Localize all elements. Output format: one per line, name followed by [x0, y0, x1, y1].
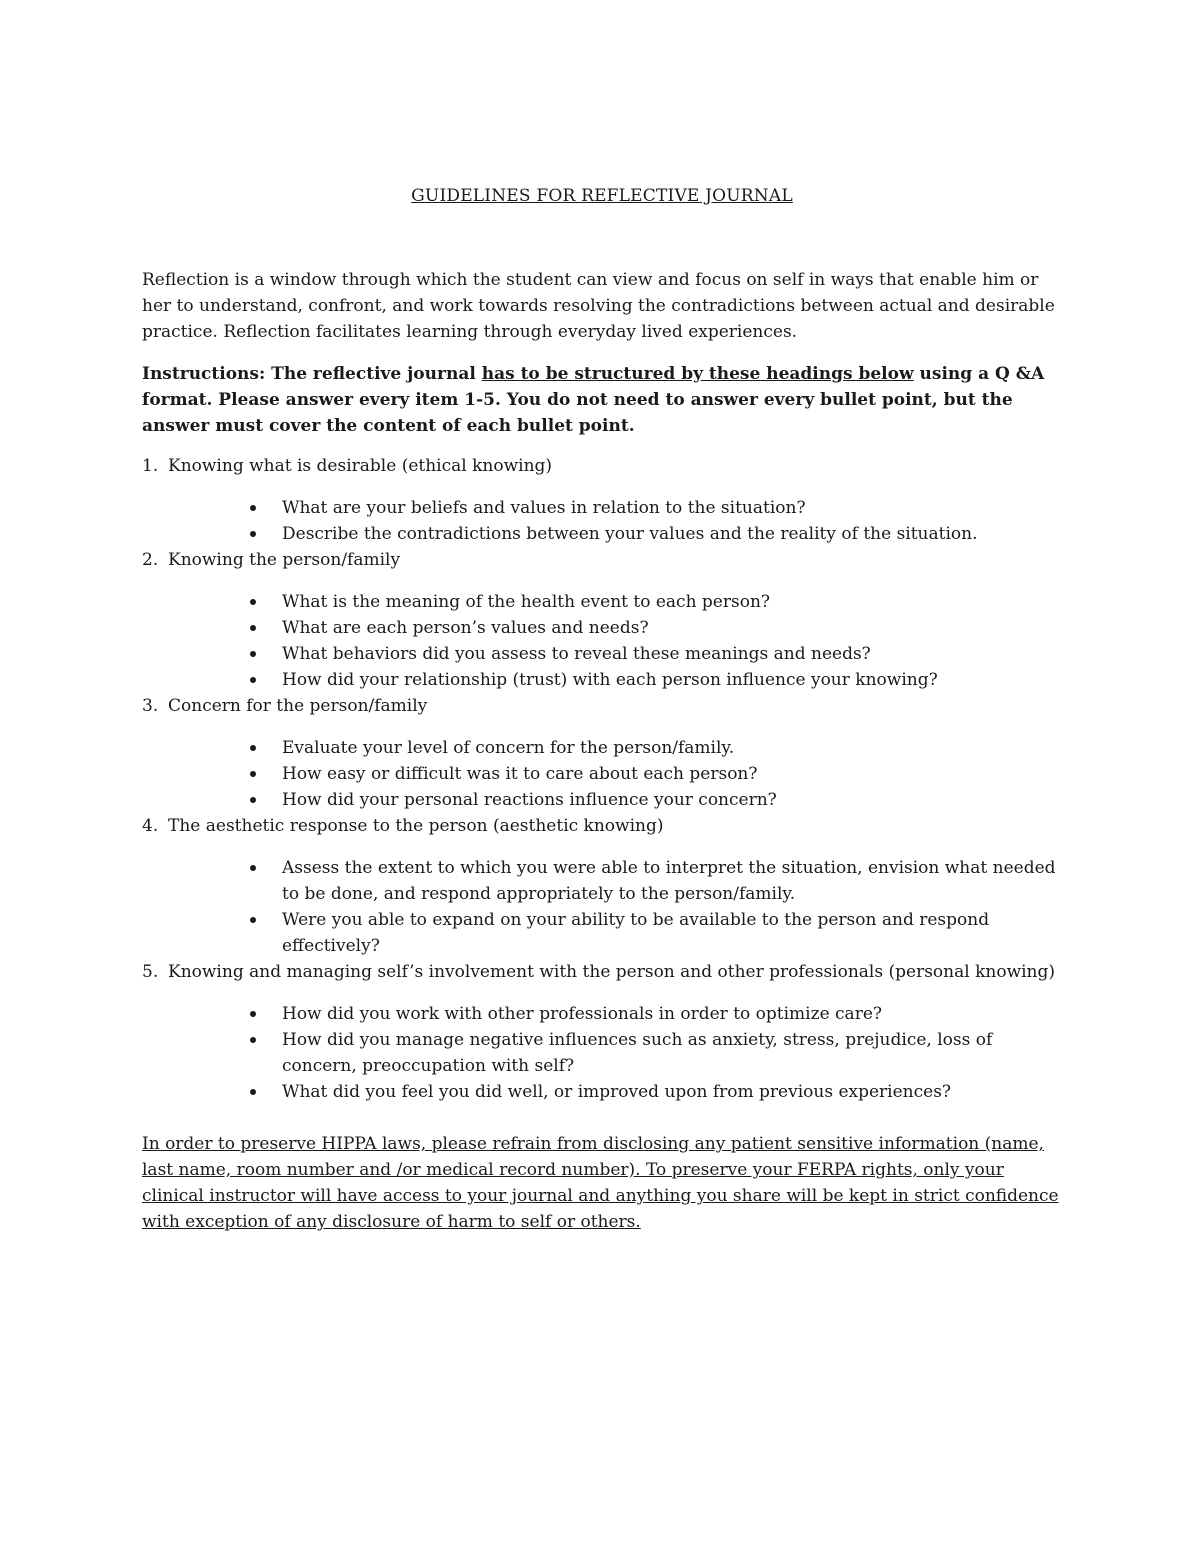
bullet-item	[142, 1079, 1062, 1105]
sections-list	[142, 453, 1062, 1105]
bullet-item	[142, 1027, 1062, 1079]
privacy-notice: In order to preserve HIPPA laws, please refrain from disclosing any patient sensitive information (name, last name, room number and /or medical record number). To preserve your FERPA rights, only your clinical instructor will have access to your journal and anything you share will be kept in strict confidence with exception of any disclosure of harm to self or others.	[142, 1134, 1059, 1232]
section-number: 2.	[142, 550, 159, 570]
bullet-text: How easy or difficult was it to care about each person?	[282, 764, 758, 784]
bullet-item	[142, 641, 1062, 667]
section-number: 5.	[142, 962, 159, 982]
bullet-text: What behaviors did you assess to reveal these meanings and needs?	[282, 644, 871, 664]
bullet-icon	[250, 865, 256, 871]
bullet-text: How did your relationship (trust) with each person influence your knowing?	[282, 670, 938, 690]
bullet-text: How did you work with other professionals in order to optimize care?	[282, 1004, 882, 1024]
bullet-icon	[250, 1011, 256, 1017]
section-heading-text: The aesthetic response to the person (aesthetic knowing)	[168, 816, 664, 836]
bullet-text: How did you manage negative influences such as anxiety, stress, prejudice, loss of concern, preoccupation with self?	[282, 1030, 993, 1076]
bullet-icon	[250, 651, 256, 657]
bullet-item	[142, 907, 1062, 959]
bullet-icon	[250, 599, 256, 605]
section-bullets	[142, 735, 1062, 813]
section-heading	[142, 693, 1062, 719]
bullet-item	[142, 615, 1062, 641]
section-item	[142, 453, 1062, 547]
bullet-item	[142, 735, 1062, 761]
section-heading-text: Knowing what is desirable (ethical knowing)	[168, 456, 553, 476]
instructions-text-after: using a Q &A format. Please answer every item 1-5. You do not need to answer every bullet point, but the answer must cover the content of each bullet point.	[142, 364, 1045, 436]
bullet-icon	[250, 917, 256, 923]
bullet-icon	[250, 1037, 256, 1043]
document-title: GUIDELINES FOR REFLECTIVE JOURNAL	[411, 186, 793, 206]
bullet-text: What is the meaning of the health event to each person?	[282, 592, 771, 612]
section-heading	[142, 813, 1062, 839]
instructions-underlined-text: has to be structured by these headings below	[481, 364, 914, 384]
section-item	[142, 693, 1062, 813]
bullet-text: Were you able to expand on your ability to be available to the person and respond effectively?	[282, 910, 990, 956]
instructions-paragraph	[142, 361, 1062, 439]
bullet-item	[142, 1001, 1062, 1027]
bullet-item	[142, 667, 1062, 693]
section-item	[142, 813, 1062, 959]
intro-paragraph: Reflection is a window through which the student can view and focus on self in ways that enable him or her to understand, confront, and work towards resolving the contradictions between actual and desirable practice. Reflection facilitates learning through everyday lived experiences.	[142, 270, 1055, 342]
bullet-item	[142, 521, 1062, 547]
bullet-item	[142, 787, 1062, 813]
bullet-text: What are each person’s values and needs?	[282, 618, 649, 638]
bullet-text: Describe the contradictions between your values and the reality of the situation.	[282, 524, 978, 544]
bullet-item	[142, 855, 1062, 907]
section-heading-text: Knowing and managing self’s involvement with the person and other professionals (personal knowing)	[168, 962, 1056, 982]
section-heading	[142, 453, 1062, 479]
bullet-item	[142, 495, 1062, 521]
section-heading	[142, 547, 1062, 573]
bullet-text: How did your personal reactions influence your concern?	[282, 790, 777, 810]
section-item	[142, 959, 1062, 1105]
bullet-text: What did you feel you did well, or improved upon from previous experiences?	[282, 1082, 952, 1102]
bullet-icon	[250, 797, 256, 803]
instructions-text-before: The reflective journal	[265, 364, 482, 384]
bullet-text: Evaluate your level of concern for the person/family.	[282, 738, 735, 758]
section-item	[142, 547, 1062, 693]
bullet-icon	[250, 677, 256, 683]
bullet-icon	[250, 625, 256, 631]
bullet-icon	[250, 505, 256, 511]
section-bullets	[142, 855, 1062, 959]
section-heading	[142, 959, 1062, 985]
bullet-icon	[250, 771, 256, 777]
bullet-icon	[250, 745, 256, 751]
section-heading-text: Concern for the person/family	[168, 696, 428, 716]
instructions-label: Instructions:	[142, 364, 266, 384]
section-heading-text: Knowing the person/family	[168, 550, 401, 570]
bullet-icon	[250, 1089, 256, 1095]
section-number: 3.	[142, 696, 159, 716]
section-bullets	[142, 495, 1062, 547]
document-page	[142, 183, 1062, 1235]
bullet-text: What are your beliefs and values in relation to the situation?	[282, 498, 806, 518]
bullet-item	[142, 761, 1062, 787]
section-bullets	[142, 589, 1062, 693]
section-number: 1.	[142, 456, 159, 476]
bullet-text: Assess the extent to which you were able to interpret the situation, envision what needed to be done, and respond appropriately to the person/family.	[282, 858, 1056, 904]
section-number: 4.	[142, 816, 159, 836]
bullet-item	[142, 589, 1062, 615]
bullet-icon	[250, 531, 256, 537]
section-bullets	[142, 1001, 1062, 1105]
